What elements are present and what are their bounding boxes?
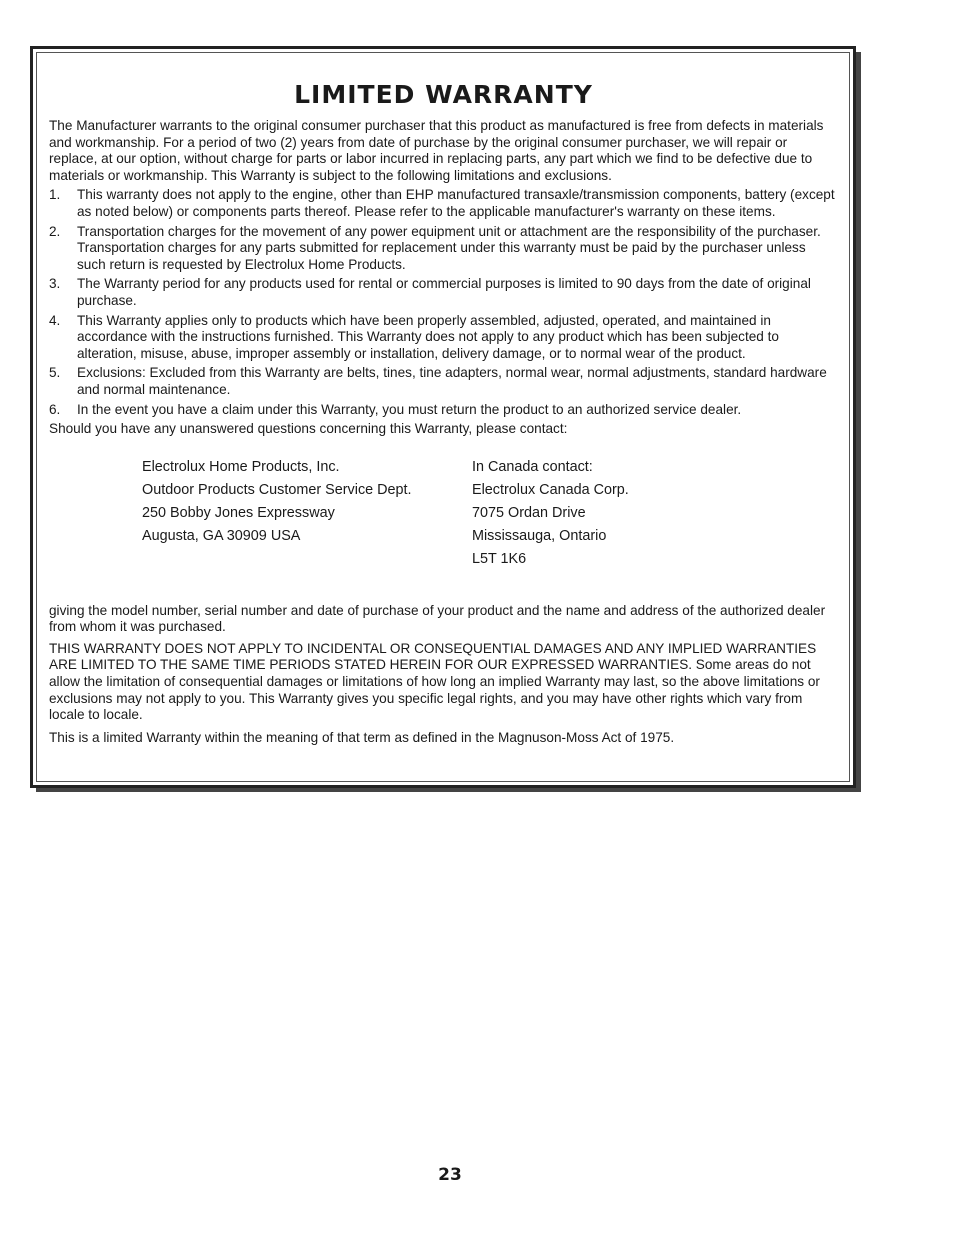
list-item-text: In the event you have a claim under this Warranty, you must return the product to an authorized service dealer. bbox=[77, 401, 742, 417]
address-line: Outdoor Products Customer Service Dept. bbox=[142, 481, 412, 498]
final-statement: This is a limited Warranty within the meaning of that term as defined in the Magnuson-Moss Act of 1975. bbox=[49, 729, 675, 745]
list-item bbox=[49, 313, 838, 363]
list-item-text: This Warranty applies only to products which have been properly assembled, adjusted, operated, and maintained in accordance with the instructions furnished. This Warranty does not apply to any product which has been subjected to alteration, misuse, abuse, improper assembly or installation, delivery damage, or to normal wear of the product. bbox=[77, 312, 779, 361]
list-item-text: Transportation charges for the movement of any power equipment unit or attachment are the responsibility of the purchaser. Transportation charges for any parts submitted for replacement under this warranty must be paid by the purchaser unless such return is requested by Electrolux Home Products. bbox=[77, 223, 821, 272]
warranty-box-shadow-bottom bbox=[36, 788, 861, 792]
list-item bbox=[49, 276, 838, 309]
address-canada bbox=[472, 456, 802, 571]
list-item bbox=[49, 224, 838, 274]
disclaimer-text: THIS WARRANTY DOES NOT APPLY TO INCIDENTAL OR CONSEQUENTIAL DAMAGES AND ANY IMPLIED WARRANTIES ARE LIMITED TO THE SAME TIME PERIODS STATED HEREIN FOR OUR EXPRESSED WARRANTIES. Some areas do not allow the limitation of consequential damages or limitations of how long an implied Warranty may last, so the above limitations or exclusions may not apply to you. This Warranty gives you specific legal rights, and you may have other rights which vary from locale to locale. bbox=[49, 640, 820, 723]
list-item bbox=[49, 365, 838, 398]
list-item-number: 2. bbox=[49, 223, 61, 239]
address-line: Electrolux Canada Corp. bbox=[472, 481, 629, 498]
page-title: LIMITED WARRANTY bbox=[294, 80, 593, 109]
list-item-number: 4. bbox=[49, 312, 61, 328]
list-item-number: 5. bbox=[49, 365, 61, 381]
address-line: Mississauga, Ontario bbox=[472, 527, 607, 544]
list-item-text: Exclusions: Excluded from this Warranty are belts, tines, tine adapters, normal wear, normal adjustments, standard hardware and normal maintenance. bbox=[77, 365, 827, 397]
address-line: 7075 Ordan Drive bbox=[472, 504, 586, 521]
list-item-number: 6. bbox=[49, 401, 61, 417]
list-item bbox=[49, 187, 838, 220]
page-number: 23 bbox=[438, 1165, 462, 1185]
warranty-box-shadow-right bbox=[856, 52, 861, 792]
address-line: L5T 1K6 bbox=[472, 550, 527, 567]
addresses bbox=[142, 456, 838, 571]
address-us bbox=[142, 456, 472, 571]
list-item-number: 3. bbox=[49, 276, 61, 292]
list-item bbox=[49, 402, 838, 419]
list-item-text: This warranty does not apply to the engine, other than EHP manufactured transaxle/transmission components, battery (except as noted below) or components parts thereof. Please refer to the applicable manufacturer's warranty on these items. bbox=[77, 187, 835, 219]
address-line: Augusta, GA 30909 USA bbox=[142, 527, 301, 544]
contact-intro: Should you have any unanswered questions concerning this Warranty, please contact: bbox=[49, 421, 568, 437]
address-line: 250 Bobby Jones Expressway bbox=[142, 504, 335, 521]
list-item-number: 1. bbox=[49, 187, 61, 203]
after-contact-text: giving the model number, serial number and date of purchase of your product and the name and address of the authorized dealer from whom it was purchased. bbox=[49, 602, 826, 635]
warranty-content bbox=[49, 80, 838, 746]
address-line: Electrolux Home Products, Inc. bbox=[142, 458, 340, 475]
address-line: In Canada contact: bbox=[472, 458, 593, 475]
warranty-intro: The Manufacturer warrants to the original consumer purchaser that this product as manufactured is free from defects in materials and workmanship. For a period of two (2) years from date of purchase by the original consumer purchaser, we will repair or replace, at our option, without charge for parts or labor incurred in replacing parts, any part which we find to be defective due to materials or workmanship. This Warranty is subject to the following limitations and exclusions. bbox=[49, 118, 824, 183]
list-item-text: The Warranty period for any products used for rental or commercial purposes is limited to 90 days from the date of original purchase. bbox=[77, 276, 811, 308]
limitations-list bbox=[49, 187, 838, 418]
